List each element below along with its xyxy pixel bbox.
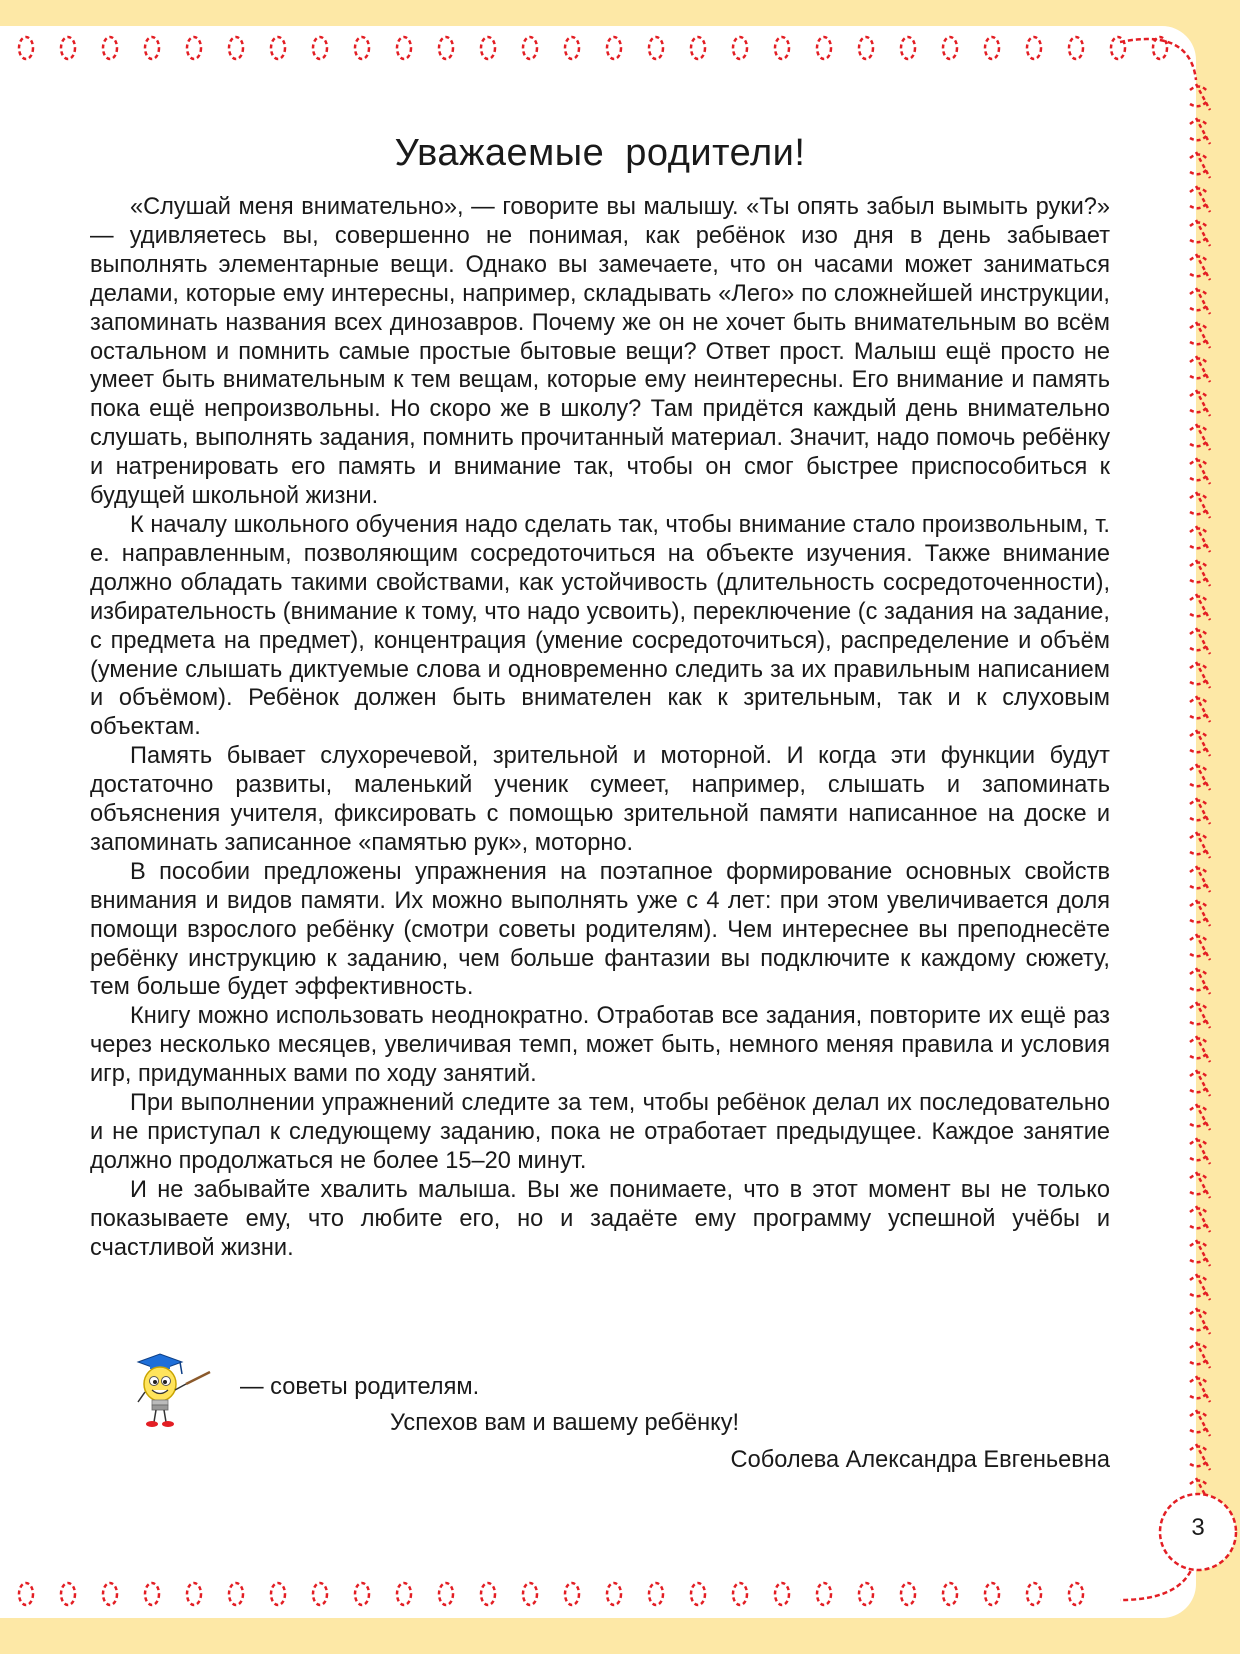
border-stitch-right xyxy=(1190,764,1210,790)
author-name: Соболева Александра Евгеньевна xyxy=(730,1447,1110,1473)
border-stitch-right xyxy=(1190,798,1210,824)
border-stitch-right xyxy=(1190,84,1210,110)
border-stitch-right xyxy=(1190,1070,1210,1096)
border-stitch-right xyxy=(1190,1308,1210,1334)
border-stitch-right xyxy=(1190,390,1210,416)
border-stitch-right xyxy=(1190,1274,1210,1300)
border-stitch-right xyxy=(1190,1036,1210,1062)
border-stitch-right xyxy=(1190,934,1210,960)
border-stitch-right xyxy=(1190,832,1210,858)
border-stitch-right xyxy=(1190,492,1210,518)
page-content xyxy=(90,0,1205,1654)
border-stitch-right xyxy=(1190,186,1210,212)
border-stitch-right xyxy=(1190,1410,1210,1436)
border-stitch-right xyxy=(1190,458,1210,484)
border-stitch-right xyxy=(1190,968,1210,994)
border-stitch-right xyxy=(1190,1104,1210,1130)
border-stitch-right xyxy=(1190,1002,1210,1028)
border-stitch-right xyxy=(1190,662,1210,688)
border-stitch-right xyxy=(1190,254,1210,280)
border-stitch-right xyxy=(1190,560,1210,586)
border-stitch-top xyxy=(19,37,33,59)
lightbulb-teacher-icon xyxy=(130,1350,220,1430)
border-stitch-right xyxy=(1190,152,1210,178)
border-stitch-right xyxy=(1190,322,1210,348)
body-text xyxy=(90,193,1110,1263)
border-stitch-right xyxy=(1190,1342,1210,1368)
border-stitch-bottom xyxy=(19,1583,33,1605)
paragraph-5: Книгу можно использовать неоднократно. Отработав все задания, повторите их ещё раз через несколько месяцев, увеличивая темп, может быть, немного меняя правила и условия игр, придуманных вами по ходу занятий. xyxy=(90,1003,1110,1088)
border-stitch-right xyxy=(1190,1138,1210,1164)
border-stitch-bottom xyxy=(61,1583,75,1605)
border-stitch-right xyxy=(1190,118,1210,144)
border-stitch-right xyxy=(1190,696,1210,722)
border-stitch-right xyxy=(1190,424,1210,450)
border-stitch-right xyxy=(1190,1206,1210,1232)
page-number: 3 xyxy=(1191,1514,1205,1541)
paragraph-4: В пособии предложены упражнения на поэтапное формирование основных свойств внимания и видов памяти. Их можно выполнять уже с 4 лет: при этом увеличивается доля помощи взрослого ребёнку (смотри советы родителям). Чем интереснее вы преподнесёте ребёнку инструкцию к заданию, чем больше фантазии вы подключите к каждому сюжету, тем больше будет эффективность. xyxy=(90,858,1110,1001)
paragraph-2: К началу школьного обучения надо сделать так, чтобы внимание стало произвольным, т. е. направленным, позволяющим сосредоточиться на объекте изучения. Также внимание должно обладать такими свойствами, как устойчивость (длительность сосредоточенности), избирательность (внимание к тому, что надо усвоить), переключение (с задания на задание, с предмета на предмет), концентрация (умение сосредоточиться), распределение и объём (умение слышать диктуемые слова и одновременно следить за их правильным написанием и объёмом). Ребёнок должен быть внимателен как к зрительным, так и к слуховым объектам. xyxy=(90,511,1110,741)
border-stitch-right xyxy=(1190,594,1210,620)
paragraph-6: При выполнении упражнений следите за тем, чтобы ребёнок делал их последовательно и не приступал к следующему заданию, пока не отработает предыдущее. Каждое занятие должно продолжаться не более 15–20 минут. xyxy=(90,1090,1110,1174)
border-stitch-right xyxy=(1190,730,1210,756)
page-title: Уважаемые родители! xyxy=(394,132,806,174)
paragraph-3: Память бывает слухоречевой, зрительной и моторной. И когда эти функции будут достаточно развиты, маленький ученик сумеет, например, слышать и запоминать объяснения учителя, фиксировать с помощью зрительной памяти написанное на доске и запоминать записанное «памятью рук», моторно. xyxy=(90,743,1110,856)
border-stitch-right xyxy=(1190,1444,1210,1470)
closing-wish: Успехов вам и вашему ребёнку! xyxy=(390,1410,740,1436)
border-stitch-top xyxy=(61,37,75,59)
border-stitch-right xyxy=(1190,1172,1210,1198)
border-stitch-right xyxy=(1190,866,1210,892)
border-stitch-right xyxy=(1190,1240,1210,1266)
legend-text: — советы родителям. xyxy=(240,1374,480,1400)
border-stitch-right xyxy=(1190,1376,1210,1402)
border-stitch-right xyxy=(1190,628,1210,654)
border-stitch-right xyxy=(1190,288,1210,314)
paragraph-7: И не забывайте хвалить малыша. Вы же понимаете, что в этот момент вы не только показываете ему, что любите его, но и задаёте ему программу успешной учёбы и счастливой жизни. xyxy=(90,1176,1110,1261)
border-stitch-right xyxy=(1190,526,1210,552)
border-stitch-right xyxy=(1190,220,1210,246)
paragraph-1: «Слушай меня внимательно», — говорите вы малышу. «Ты опять забыл вымыть руки?» — удивляетесь вы, совершенно не понимая, как ребёнок изо дня в день забывает выполнять элементарные вещи. Однако вы замечаете, что он часами может заниматься делами, которые ему интересны, например, складывать «Лего» по сложнейшей инструкции, запоминать названия всех динозавров. Почему же он не хочет быть внимательным во всём остальном и помнить самые простые бытовые вещи? Ответ прост. Малыш ещё просто не умеет быть внимательным к тем вещам, которые ему неинтересны. Его внимание и память пока ещё непроизвольны. Но скоро же в школу? Там придётся каждый день внимательно слушать, выполнять задания, помнить прочитанный материал. Значит, надо помочь ребёнку и натренировать его память и внимание так, чтобы он смог быстрее приспособиться к будущей школьной жизни. xyxy=(90,194,1110,510)
border-stitch-right xyxy=(1190,356,1210,382)
border-stitch-right xyxy=(1190,900,1210,926)
